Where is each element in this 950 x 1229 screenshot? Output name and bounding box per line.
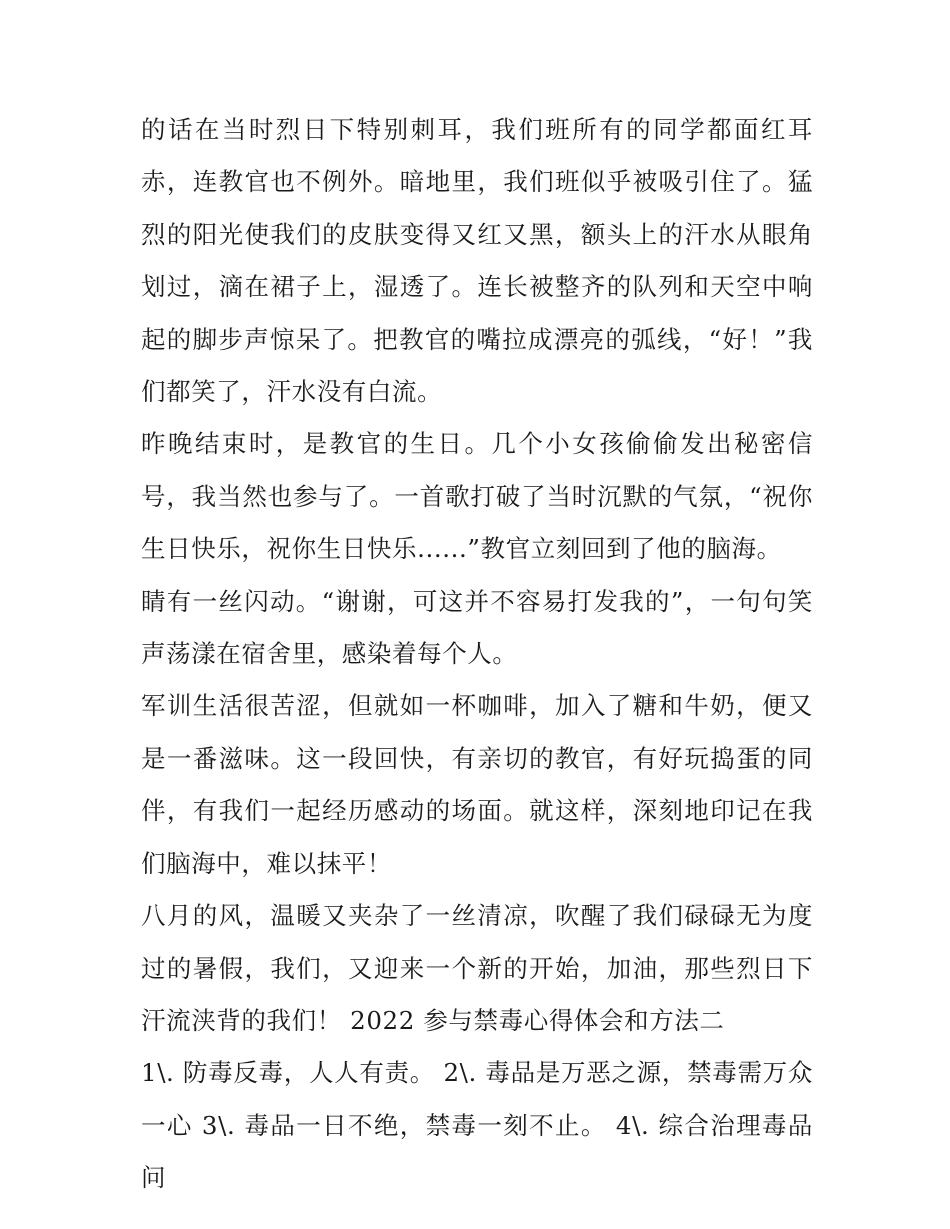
paragraph-laughter-dormitory: 睛有一丝闪动。“谢谢，可这并不容易打发我的”，一句句笑声荡漾在宿舍里，感染着每个人。 [141, 586, 813, 669]
paragraph-august-wind: 八月的风，温暖又夹杂了一丝清凉，吹醒了我们碌碌无为度过的暑假，我们，又迎来一个新的开始，加油，那些烈日下汗流浃背的我们！ 2022 参与禁毒心得体会和方法二 [141, 901, 813, 1035]
paragraph-instructor-birthday: 昨晚结束时，是教官的生日。几个小女孩偷偷发出秘密信号，我当然也参与了。一首歌打破了当时沉默的气氛，“祝你生日快乐，祝你生日快乐......”教官立刻回到了他的脑海。 [141, 429, 813, 564]
paragraph-anti-drug-slogans: 1\. 防毒反毒，人人有责。 2\. 毒品是万恶之源，禁毒需万众一心 3\. 毒品一日不绝，禁毒一刻不止。 4\. 综合治理毒品问 [141, 1058, 813, 1193]
paragraph-training-life-reflection: 军训生活很苦涩，但就如一杯咖啡，加入了糖和牛奶，便又是一番滋味。这一段回快，有亲切的教官，有好玩捣蛋的同伴，有我们一起经历感动的场面。就这样，深刻地印记在我们脑海中，难以抹平！ [141, 691, 813, 878]
paragraph-military-training-praise: 的话在当时烈日下特别刺耳，我们班所有的同学都面红耳赤，连教官也不例外。暗地里，我们班似乎被吸引住了。猛烈的阳光使我们的皮肤变得又红又黑，额头上的汗水从眼角划过，滴在裙子上，湿透了。连长被整齐的队列和天空中响起的脚步声惊呆了。把教官的嘴拉成漂亮的弧线，“好！”我们都笑了，汗水没有白流。 [141, 115, 813, 407]
document-body [141, 104, 813, 1205]
